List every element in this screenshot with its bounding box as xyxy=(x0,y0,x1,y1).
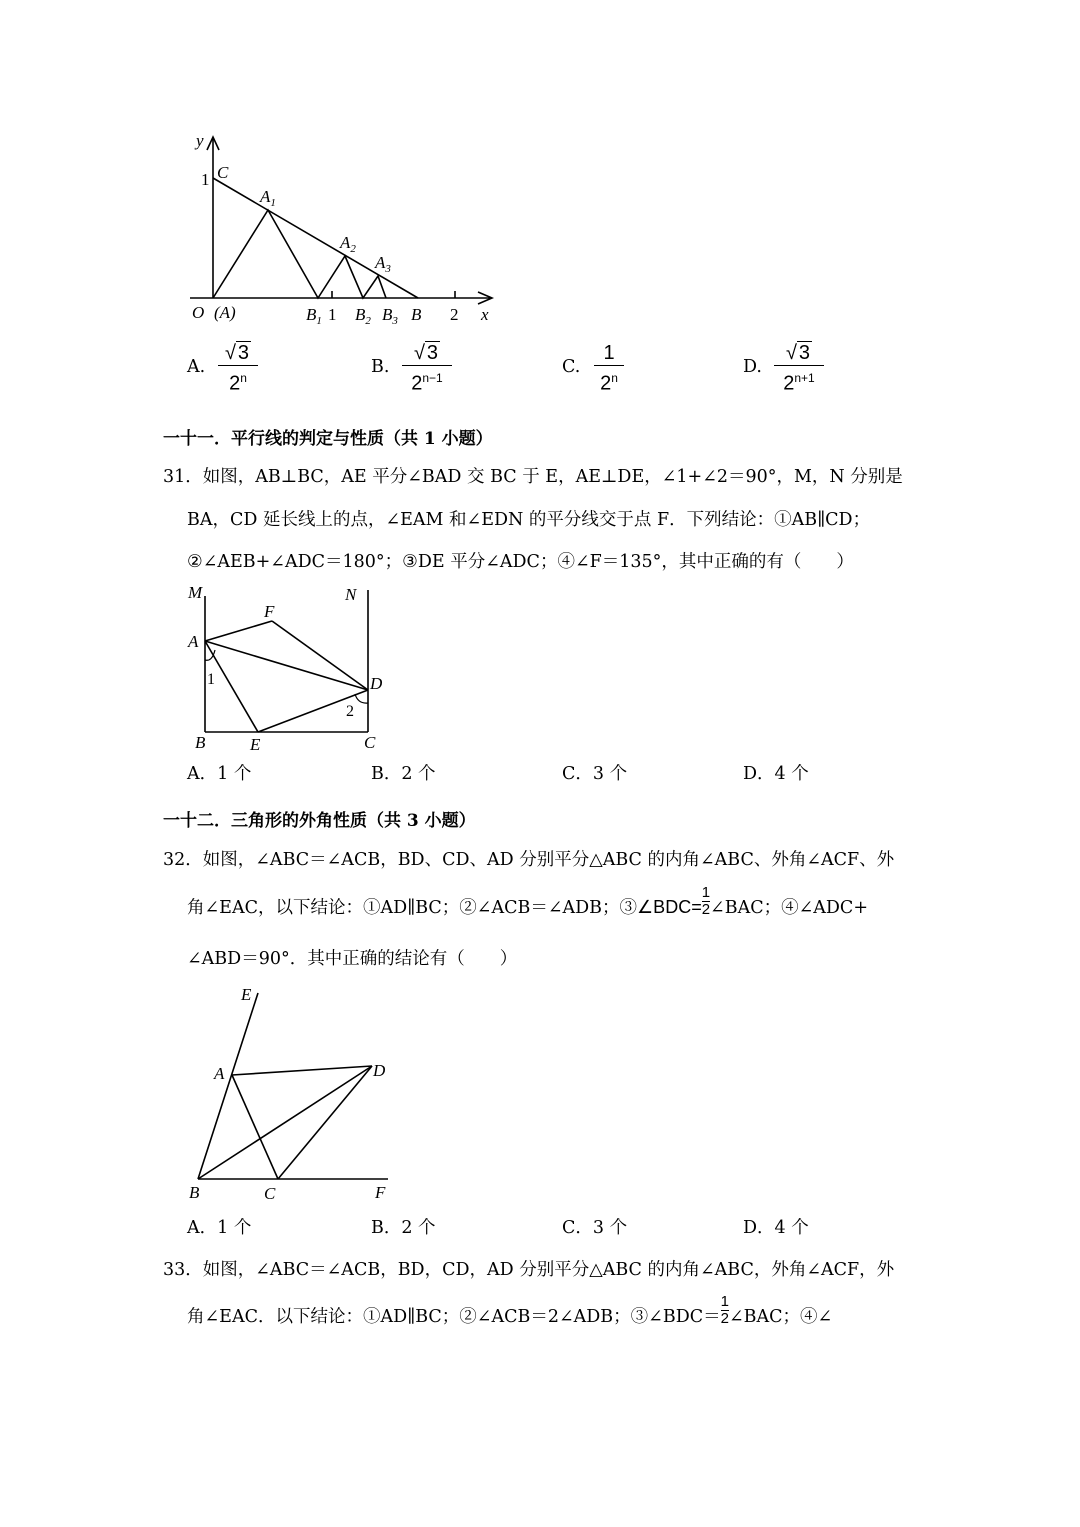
q30-option-d-fraction: √ 3 $2^{n+1}$ xyxy=(774,342,824,395)
q32-fraction: $\frac{1}{2}$ xyxy=(701,884,711,918)
label-x: x xyxy=(481,305,489,324)
label-b1: $B_1$ xyxy=(306,305,322,327)
q31-label-d: D xyxy=(370,674,383,693)
q31-option-d: D．4 个 xyxy=(743,764,809,784)
q32-label-a: A xyxy=(214,1064,225,1083)
q30-option-a-den-exp: n xyxy=(240,371,247,385)
q32-label-f: F xyxy=(375,1183,386,1202)
q31-line-3: ②∠AEB+∠ADC＝180°；③DE 平分∠ADC；④∠F＝135°，其中正确的有（ ） xyxy=(187,552,854,572)
q31-label-c: C xyxy=(364,733,376,752)
q30-option-b-num: 3 xyxy=(426,342,439,364)
q30-option-b-letter: B. xyxy=(371,357,390,377)
q30-option-a-letter: A. xyxy=(187,357,206,377)
q30-option-c-num: 1 xyxy=(603,342,615,364)
q31-option-b: B．2 个 xyxy=(371,764,436,784)
q30-option-c-den-exp: n xyxy=(611,371,618,385)
label-a2: $A_2$ xyxy=(340,233,356,255)
label-y: y xyxy=(196,131,204,150)
q31-label-b: B xyxy=(195,733,206,752)
label-b3: $B_3$ xyxy=(382,305,398,327)
section-heading-12: 一十二．三角形的外角性质（共 3 小题） xyxy=(163,811,476,831)
q32-option-b: B．2 个 xyxy=(371,1218,436,1238)
q33-line-2a: 角∠EAC．以下结论：①AD∥BC；②∠ACB＝2∠ADB；③∠BDC＝ xyxy=(187,1307,721,1327)
q32-line-2b: ∠BDC= xyxy=(637,897,702,917)
q31-option-c: C．3 个 xyxy=(562,764,628,784)
q32-line-2a: 角∠EAC，以下结论：①AD∥BC；②∠ACB＝∠ADB；③ xyxy=(187,898,638,918)
q33-line-2 xyxy=(187,1293,833,1328)
q30-option-b-den-base: 2 xyxy=(411,372,423,395)
q32-option-d: D．4 个 xyxy=(743,1218,809,1238)
q31-label-n: N xyxy=(345,585,357,604)
q31-option-a: A．1 个 xyxy=(187,764,252,784)
label-b: B xyxy=(411,305,422,324)
q31-line-1: 31．如图，AB⊥BC，AE 平分∠BAD 交 BC 于 E，AE⊥DE，∠1+∠2＝90°，M，N 分别是 xyxy=(163,467,903,487)
label-two: 2 xyxy=(450,305,459,324)
label-b2: $B_2$ xyxy=(355,305,371,327)
q32-label-b: B xyxy=(189,1183,200,1202)
q32-line-2c: ∠BAC；④∠ADC+ xyxy=(710,898,868,918)
label-oa: (A) xyxy=(214,303,236,322)
q30-option-d-den-exp: n+1 xyxy=(794,371,815,385)
q31-label-1: 1 xyxy=(207,671,215,688)
q33-fraction: $\frac{1}{2}$ xyxy=(720,1293,729,1327)
q31-label-a: A xyxy=(188,632,199,651)
q30-option-a-num: 3 xyxy=(237,342,250,364)
q30-option-a-den-base: 2 xyxy=(229,372,241,395)
label-a3: $A_3$ xyxy=(375,253,391,275)
q30-option-b-fraction: √ 3 $2^{n-1}$ xyxy=(402,342,452,395)
section-heading-11: 一十一．平行线的判定与性质（共 1 小题） xyxy=(163,429,493,449)
q30-option-d-letter: D. xyxy=(743,357,762,377)
q31-label-m: M xyxy=(188,583,203,602)
label-o: O xyxy=(192,303,205,322)
label-one-x: 1 xyxy=(328,305,337,324)
q31-line-2: BA，CD 延长线上的点，∠EAM 和∠EDN 的平分线交于点 F．下列结论：①AB∥CD； xyxy=(187,510,871,530)
q31-label-f: F xyxy=(264,602,275,621)
q30-option-c-den-base: 2 xyxy=(600,372,612,395)
q30-option-b-den-exp: n−1 xyxy=(422,371,443,385)
q30-option-c-letter: C. xyxy=(562,357,581,377)
label-a1: $A_1$ xyxy=(260,187,276,209)
q32-line-1: 32．如图，∠ABC＝∠ACB，BD、CD、AD 分别平分△ABC 的内角∠ABC、外角∠ACF、外 xyxy=(163,850,895,870)
q30-option-d-num: 3 xyxy=(798,342,811,364)
q32-label-d: D xyxy=(373,1061,386,1080)
q31-label-e: E xyxy=(250,735,261,754)
q32-label-e: E xyxy=(241,985,252,1004)
q30-option-d-den-base: 2 xyxy=(783,372,795,395)
label-one-y: 1 xyxy=(201,170,210,189)
q32-label-c: C xyxy=(264,1184,276,1203)
q31-label-2: 2 xyxy=(346,703,354,720)
q33-line-1: 33．如图，∠ABC＝∠ACB，BD，CD，AD 分别平分△ABC 的内角∠ABC，外角∠ACF，外 xyxy=(163,1260,895,1280)
q32-option-c: C．3 个 xyxy=(562,1218,628,1238)
q33-line-2c: ∠BAC；④∠ xyxy=(728,1307,833,1327)
q32-line-3: ∠ABD＝90°．其中正确的结论有（ ） xyxy=(187,949,518,969)
q32-option-a: A．1 个 xyxy=(187,1218,252,1238)
label-c: C xyxy=(217,163,229,182)
q30-option-a-fraction: √ 3 2$^n$ xyxy=(218,342,258,395)
